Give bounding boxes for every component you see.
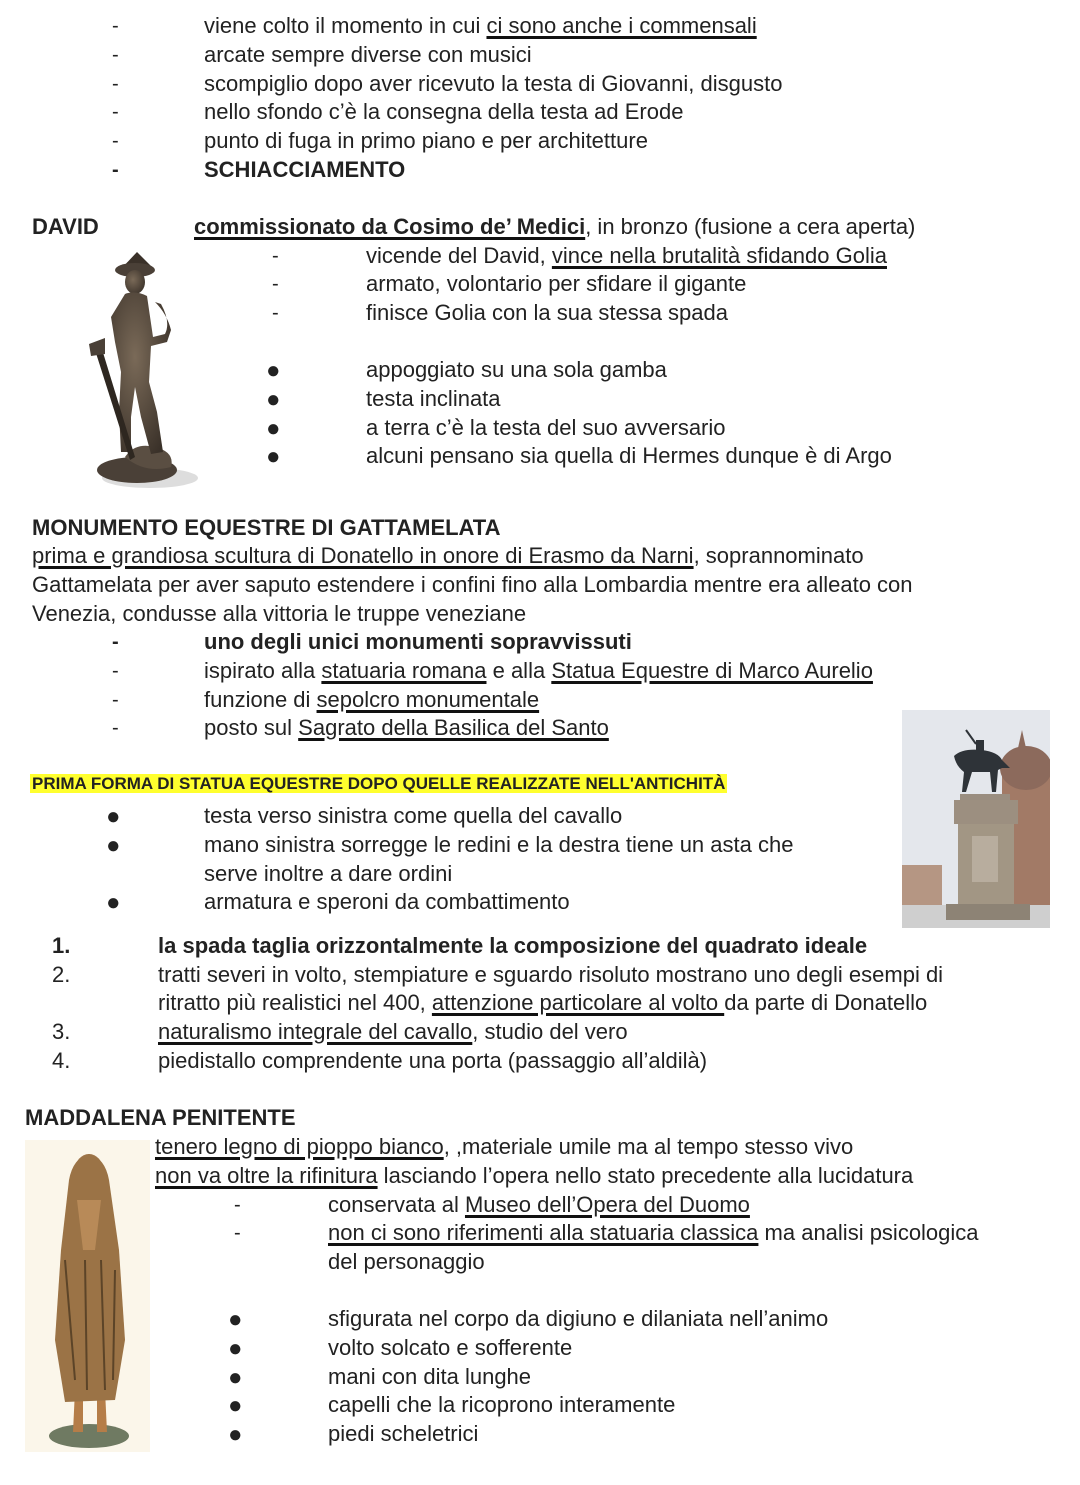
list-marker: -: [112, 44, 119, 66]
list-marker: -: [272, 245, 279, 267]
list-item: uno degli unici monumenti sopravvissuti: [204, 629, 632, 654]
underlined-text: non ci sono riferimenti alla statuaria classica: [328, 1220, 759, 1245]
text: funzione di: [204, 687, 317, 712]
underlined-text: commissionato da Cosimo de’ Medici: [194, 214, 586, 239]
list-item: punto di fuga in primo piano e per architetture: [204, 128, 648, 153]
numbered-item: piedistallo comprendente una porta (passaggio all’aldilà): [158, 1048, 708, 1073]
highlighted-heading: [30, 768, 727, 796]
list-item: testa inclinata: [366, 386, 501, 411]
text: lasciando l’opera nello stato precedente alla lucidatura: [377, 1163, 914, 1188]
list-marker: -: [234, 1222, 241, 1244]
list-marker: -: [112, 15, 119, 37]
text: ritratto più realistici nel 400,: [158, 990, 432, 1015]
paragraph-line: [155, 1162, 913, 1190]
list-item: [328, 1191, 750, 1219]
list-item: alcuni pensano sia quella di Hermes dunque è di Argo: [366, 443, 892, 468]
list-item: piedi scheletrici: [328, 1421, 479, 1446]
list-item: armatura e speroni da combattimento: [204, 889, 570, 914]
text: , ,materiale umile ma al tempo stesso vivo: [443, 1134, 854, 1159]
underlined-text: Museo dell’Opera del Duomo: [464, 1192, 750, 1217]
list-item: [204, 657, 873, 685]
paragraph-line: [32, 542, 864, 570]
list-item-continuation: serve inoltre a dare ordini: [204, 861, 453, 886]
section-title-gattamelata: MONUMENTO EQUESTRE DI GATTAMELATA: [32, 515, 501, 540]
list-marker: -: [112, 717, 119, 739]
list-item: [328, 1219, 979, 1247]
underlined-text: tenero legno di pioppo bianco: [155, 1134, 444, 1159]
underlined-text: ci sono anche i commensali: [486, 13, 757, 38]
underlined-text: sepolcro monumentale: [316, 687, 540, 712]
list-number: 3.: [52, 1019, 71, 1044]
list-item: armato, volontario per sfidare il gigante: [366, 271, 747, 296]
list-item: arcate sempre diverse con musici: [204, 42, 532, 67]
list-marker: -: [112, 631, 119, 653]
text: vicende del David,: [366, 243, 552, 268]
bullet-icon: ●: [106, 889, 121, 916]
text: da parte di Donatello: [724, 990, 928, 1015]
text: , soprannominato: [693, 543, 864, 568]
list-item: SCHIACCIAMENTO: [204, 157, 406, 182]
text: , studio del vero: [472, 1019, 628, 1044]
text: ispirato alla: [204, 658, 322, 683]
bullet-icon: ●: [228, 1421, 243, 1448]
bullet-icon: ●: [228, 1306, 243, 1333]
section-title-david: DAVID: [32, 214, 99, 239]
list-number: 2.: [52, 962, 71, 987]
bullet-icon: ●: [106, 832, 121, 859]
list-item: scompiglio dopo aver ricevuto la testa di Giovanni, disgusto: [204, 71, 783, 96]
highlight-text: PRIMA FORMA DI STATUA EQUESTRE DOPO QUELLE REALIZZATE NELL'ANTICHITÀ: [32, 774, 726, 793]
text: posto sul: [204, 715, 299, 740]
section-title-maddalena: MADDALENA PENITENTE: [25, 1105, 296, 1130]
underlined-text: prima e grandiosa scultura di Donatello in onore di Erasmo da Narni: [32, 543, 694, 568]
numbered-item: la spada taglia orizzontalmente la composizione del quadrato ideale: [158, 933, 868, 958]
list-item-continuation: del personaggio: [328, 1249, 485, 1274]
text: e alla: [486, 658, 552, 683]
numbered-item: tratti severi in volto, stempiature e sguardo risoluto mostrano uno degli esempi di: [158, 962, 944, 987]
paragraph-line: Gattamelata per aver saputo estendere i confini fino alla Lombardia mentre era alleato con: [32, 572, 913, 597]
underlined-text: statuaria romana: [321, 658, 487, 683]
maddalena-statue-image: [25, 1140, 150, 1452]
list-item: a terra c’è la testa del suo avversario: [366, 415, 726, 440]
list-marker: -: [234, 1194, 241, 1216]
bullet-icon: ●: [106, 803, 121, 830]
underlined-text: vince nella brutalità sfidando Golia: [551, 243, 887, 268]
list-marker: -: [112, 101, 119, 123]
text: , in bronzo (fusione a cera aperta): [585, 214, 916, 239]
bullet-icon: ●: [266, 386, 281, 413]
underlined-text: Statua Equestre di Marco Aurelio: [551, 658, 873, 683]
list-item: nello sfondo c’è la consegna della testa ad Erode: [204, 99, 684, 124]
bullet-icon: ●: [228, 1392, 243, 1419]
underlined-text: attenzione particolare al volto: [431, 990, 725, 1015]
list-item: mani con dita lunghe: [328, 1364, 532, 1389]
paragraph-line: [155, 1133, 853, 1161]
list-marker: -: [272, 302, 279, 324]
list-marker: -: [112, 689, 119, 711]
text: ma analisi psicologica: [758, 1220, 979, 1245]
bullet-icon: ●: [228, 1364, 243, 1391]
paragraph-line: Venezia, condusse alla vittoria le truppe veneziane: [32, 601, 527, 626]
list-marker: -: [112, 159, 119, 181]
text: viene colto il momento in cui: [204, 13, 487, 38]
list-number: 4.: [52, 1048, 71, 1073]
list-item: sfigurata nel corpo da digiuno e dilaniata nell’animo: [328, 1306, 829, 1331]
bullet-icon: ●: [266, 443, 281, 470]
bullet-icon: ●: [228, 1335, 243, 1362]
list-marker: -: [112, 130, 119, 152]
list-marker: -: [272, 273, 279, 295]
david-intro: [194, 213, 915, 241]
list-item: [366, 242, 887, 270]
list-item: testa verso sinistra come quella del cavallo: [204, 803, 623, 828]
list-item: finisce Golia con la sua stessa spada: [366, 300, 728, 325]
list-marker: -: [112, 660, 119, 682]
underlined-text: non va oltre la rifinitura: [155, 1163, 378, 1188]
list-item: [204, 714, 609, 742]
list-item: [204, 686, 539, 714]
list-marker: -: [112, 73, 119, 95]
bullet-icon: ●: [266, 415, 281, 442]
gattamelata-monument-image: [902, 710, 1050, 928]
list-item: appoggiato su una sola gamba: [366, 357, 667, 382]
list-number: 1.: [52, 933, 71, 958]
underlined-text: naturalismo integrale del cavallo: [158, 1019, 473, 1044]
numbered-item: [158, 1018, 628, 1046]
underlined-text: Sagrato della Basilica del Santo: [298, 715, 609, 740]
text: conservata al: [328, 1192, 465, 1217]
numbered-item-continuation: [158, 989, 927, 1017]
list-item: mano sinistra sorregge le redini e la destra tiene un asta che: [204, 832, 794, 857]
list-item: [204, 12, 757, 40]
list-item: capelli che la ricoprono interamente: [328, 1392, 676, 1417]
list-item: volto solcato e sofferente: [328, 1335, 573, 1360]
david-statue-image: [75, 242, 205, 492]
bullet-icon: ●: [266, 357, 281, 384]
